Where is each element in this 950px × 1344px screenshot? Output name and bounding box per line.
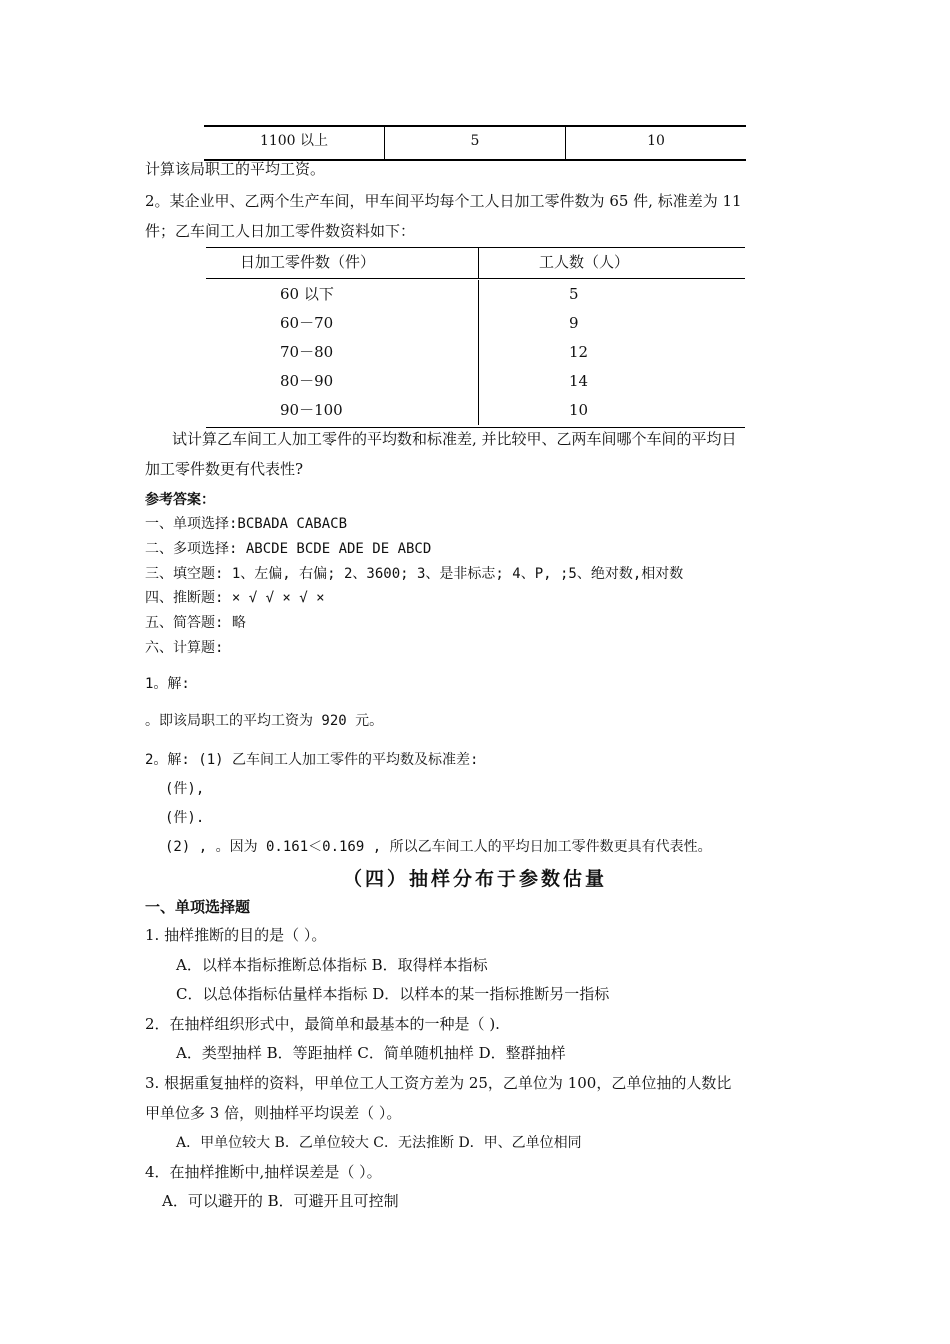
option-line: A．类型抽样 B．等距抽样 C．简单随机抽样 D．整群抽样 [176, 1044, 566, 1062]
answer-line: 三、填空题: 1、左偏, 右偏; 2、3600; 3、是非标志; 4、P, ;5、绝对数,相对数 [145, 566, 684, 582]
table-row [206, 367, 745, 396]
table-header: 日加工零件数（件） [240, 253, 376, 271]
answer-line: 。即该局职工的平均工资为 920 元。 [145, 713, 384, 729]
answer-line: 五、简答题: 略 [145, 615, 246, 631]
option-line: A．甲单位较大 B．乙单位较大 C．无法推断 D．甲、乙单位相同 [176, 1135, 582, 1151]
table-cell: 9 [478, 309, 745, 338]
section-subtitle: 一、单项选择题 [145, 898, 251, 916]
question-text: 加工零件数更有代表性? [145, 460, 304, 478]
table-header: 工人数（人） [478, 248, 745, 278]
answer-line: 一、单项选择:BCBADA CABACB [145, 516, 348, 532]
table-cell: 5 [384, 127, 565, 159]
question-text: 甲单位多 3 倍，则抽样平均误差（ ）。 [145, 1104, 402, 1122]
table-header-row [206, 248, 745, 279]
table-cell: 80－90 [280, 372, 334, 390]
parts-table [206, 247, 745, 428]
question-text: 试计算乙车间工人加工零件的平均数和标准差, 并比较甲、乙两车间哪个车间的平均日 [172, 430, 737, 448]
table-cell: 1100 以上 [259, 133, 329, 149]
table-cell: 5 [478, 280, 745, 309]
answer-line: 四、推断题: × √ √ × √ × [145, 590, 325, 606]
table-cell: 60 以下 [280, 285, 334, 303]
answer-line: 2。解: (1) 乙车间工人加工零件的平均数及标准差: [145, 752, 479, 768]
answer-line: (2) , 。因为 0.161＜0.169 , 所以乙车间工人的平均日加工零件数更具有代表性。 [165, 839, 712, 855]
answer-line: 1。解: [145, 676, 190, 692]
table-row [206, 280, 745, 309]
answer-line: 二、多项选择: ABCDE BCDE ADE DE ABCD [145, 541, 432, 557]
question-text: 1. 抽样推断的目的是（ ）。 [145, 926, 327, 944]
answers-title: 参考答案： [145, 492, 215, 508]
question-text: 2。某企业甲、乙两个生产车间，甲车间平均每个工人日加工零件数为 65 件, 标准差为 11 [145, 192, 742, 210]
answer-line: 六、计算题: [145, 640, 224, 656]
table-cell: 14 [478, 367, 745, 396]
answer-line: (件). [165, 810, 205, 826]
question-text: 件；乙车间工人日加工零件数资料如下： [145, 222, 416, 240]
table-cell: 10 [478, 396, 745, 425]
table-cell: 10 [565, 127, 746, 159]
option-line: C．以总体指标估量样本指标 D．以样本的某一指标推断另一指标 [176, 985, 610, 1003]
table-row [206, 338, 745, 367]
answer-line: (件), [165, 781, 205, 797]
section-title: （四）抽样分布于参数估量 [342, 868, 607, 890]
option-line: A．可以避开的 B．可避开且可控制 [162, 1192, 399, 1210]
table-cell: 90－100 [280, 401, 343, 419]
wage-table-tail [204, 125, 746, 161]
table-cell: 60－70 [280, 314, 334, 332]
question-text: 2．在抽样组织形式中，最简单和最基本的一种是（ ). [145, 1015, 500, 1033]
table-cell: 70－80 [280, 343, 334, 361]
table-row [206, 309, 745, 338]
option-line: A．以样本指标推断总体指标 B．取得样本指标 [176, 956, 488, 974]
question-text: 计算该局职工的平均工资。 [145, 160, 326, 178]
table-cell: 12 [478, 338, 745, 367]
table-row [206, 396, 745, 425]
question-text: 3. 根据重复抽样的资料，甲单位工人工资方差为 25，乙单位为 100，乙单位抽的人数比 [145, 1074, 732, 1092]
question-text: 4．在抽样推断中,抽样误差是（ ）。 [145, 1163, 382, 1181]
